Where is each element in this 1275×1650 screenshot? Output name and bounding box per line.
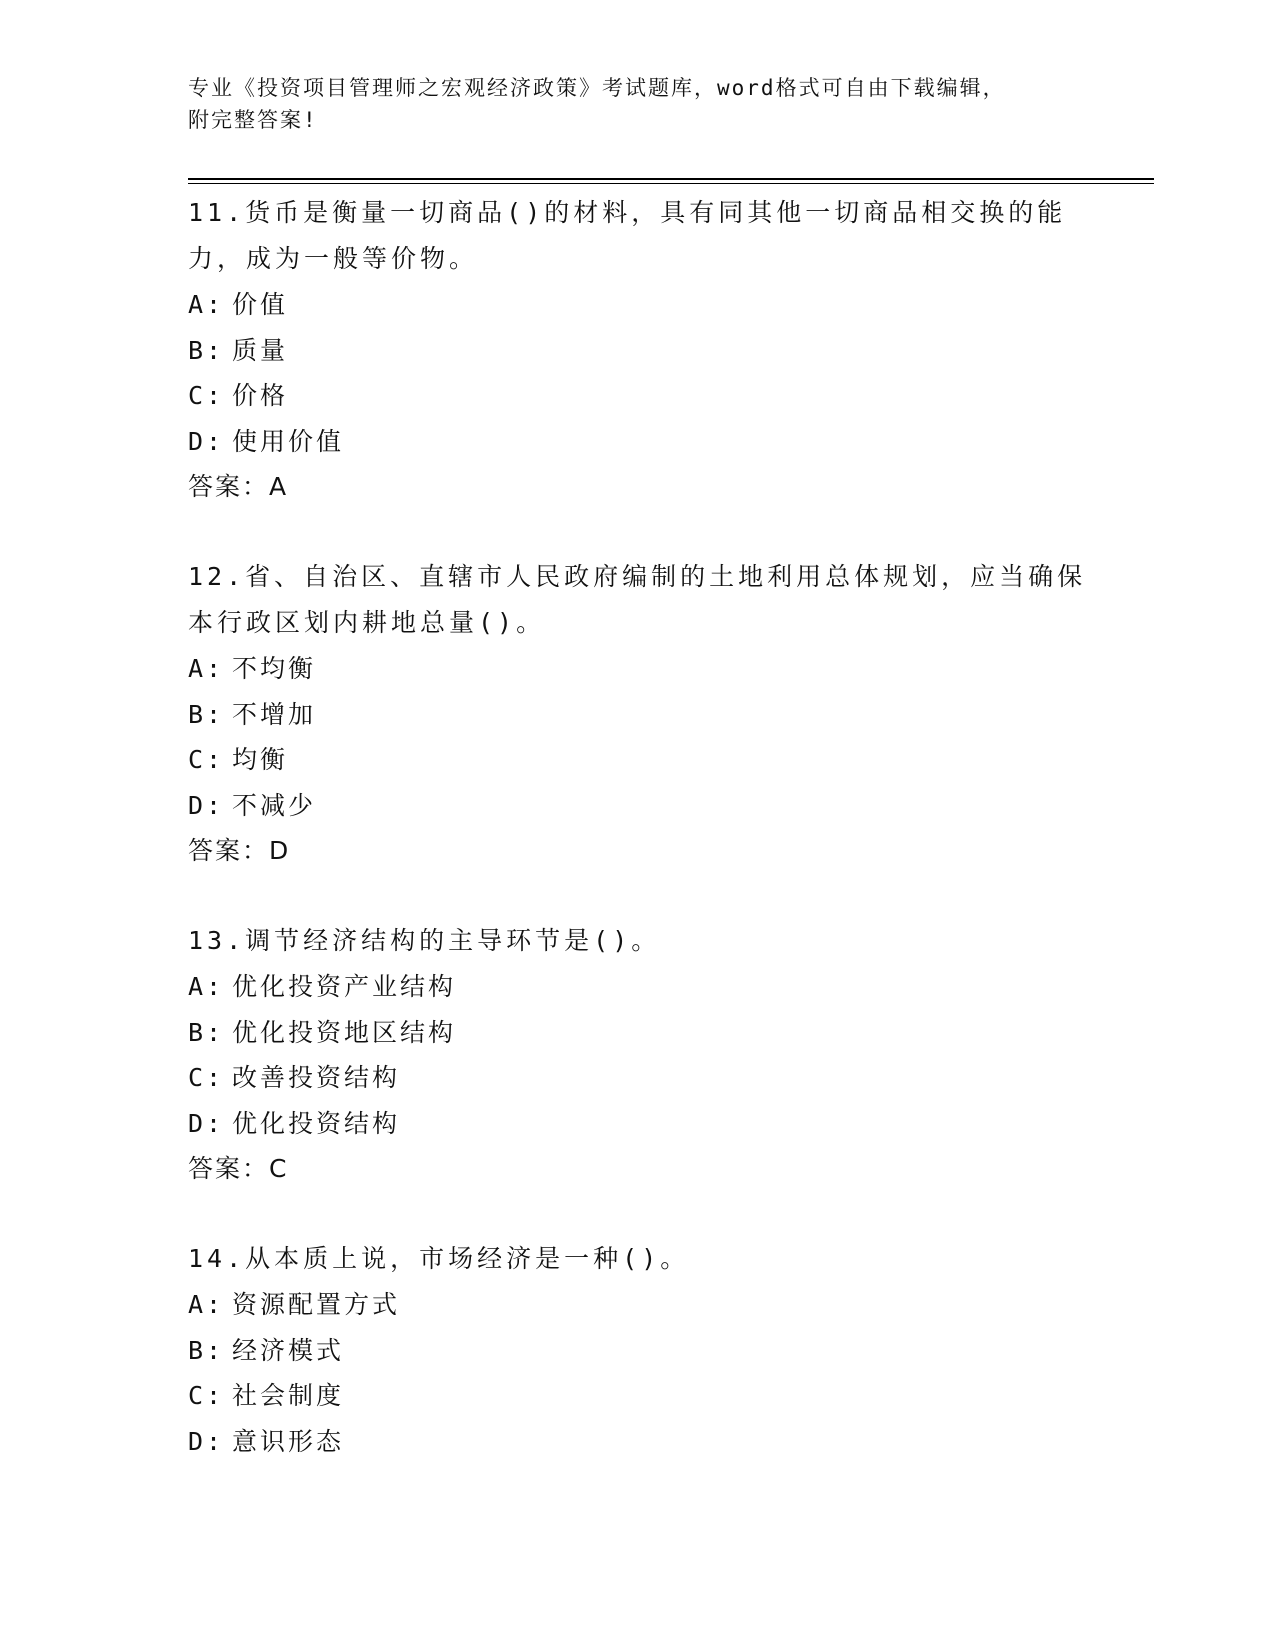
option-letter: B:	[188, 1017, 225, 1047]
option-text: 使用价值	[232, 426, 345, 456]
option-letter: B:	[188, 699, 225, 729]
question-12	[188, 554, 1088, 874]
option-letter: C:	[188, 1381, 225, 1410]
option-d	[188, 1419, 1088, 1465]
question-text: 14.从本质上说，市场经济是一种()。	[188, 1244, 690, 1273]
question-13	[188, 918, 1088, 1192]
question-11	[188, 190, 1088, 510]
option-text: 优化投资产业结构	[232, 972, 457, 1001]
option-text: 优化投资结构	[232, 1108, 401, 1138]
option-letter: C:	[188, 745, 225, 774]
option-text: 优化投资地区结构	[232, 1017, 457, 1047]
option-letter: D:	[188, 790, 225, 820]
option-a	[188, 1282, 1088, 1328]
option-b	[188, 1010, 1088, 1056]
header-divider-thick	[188, 178, 1154, 180]
question-text: 13.调节经济结构的主导环节是()。	[188, 926, 661, 955]
option-d	[188, 783, 1088, 829]
option-letter: D:	[188, 1426, 225, 1456]
option-c	[188, 1373, 1088, 1419]
option-letter: C:	[188, 1063, 225, 1092]
option-text: 不增加	[232, 699, 317, 729]
option-text: 经济模式	[232, 1335, 345, 1365]
option-text: 均衡	[232, 745, 289, 774]
option-b	[188, 328, 1088, 374]
answer-text: 答案：C	[188, 1154, 289, 1183]
option-text: 质量	[232, 335, 289, 365]
header-line-1: 专业《投资项目管理师之宏观经济政策》考试题库，word格式可自由下载编辑，	[188, 76, 1006, 100]
option-text: 改善投资结构	[232, 1063, 401, 1092]
option-b	[188, 1328, 1088, 1374]
option-letter: D:	[188, 426, 225, 456]
option-c	[188, 373, 1088, 419]
question-list	[188, 190, 1088, 1508]
option-d	[188, 1101, 1088, 1147]
answer-text: 答案：D	[188, 836, 291, 865]
option-letter: A:	[188, 654, 225, 683]
option-c	[188, 737, 1088, 783]
option-letter: B:	[188, 1335, 225, 1365]
document-header	[188, 72, 1088, 136]
question-text: 12.省、自治区、直辖市人民政府编制的土地利用总体规划，应当确保本行政区划内耕地总量()。	[188, 562, 1087, 637]
option-text: 不减少	[232, 790, 317, 820]
header-line-2: 附完整答案!	[188, 108, 318, 132]
option-text: 不均衡	[232, 654, 317, 683]
option-c	[188, 1055, 1088, 1101]
option-letter: B:	[188, 335, 225, 365]
option-text: 资源配置方式	[232, 1290, 401, 1319]
option-letter: A:	[188, 290, 225, 319]
answer-text: 答案：A	[188, 472, 289, 501]
question-text: 11.货币是衡量一切商品()的材料，具有同其他一切商品相交换的能力，成为一般等价物。	[188, 198, 1067, 273]
option-text: 社会制度	[232, 1381, 345, 1410]
option-b	[188, 692, 1088, 738]
option-letter: C:	[188, 381, 225, 410]
option-a	[188, 646, 1088, 692]
option-letter: D:	[188, 1108, 225, 1138]
option-a	[188, 964, 1088, 1010]
option-letter: A:	[188, 972, 225, 1001]
option-text: 价格	[232, 381, 289, 410]
option-d	[188, 419, 1088, 465]
option-text: 意识形态	[232, 1426, 345, 1456]
option-a	[188, 282, 1088, 328]
question-14	[188, 1236, 1088, 1464]
option-letter: A:	[188, 1290, 225, 1319]
header-divider-thin	[188, 183, 1154, 184]
option-text: 价值	[232, 290, 289, 319]
